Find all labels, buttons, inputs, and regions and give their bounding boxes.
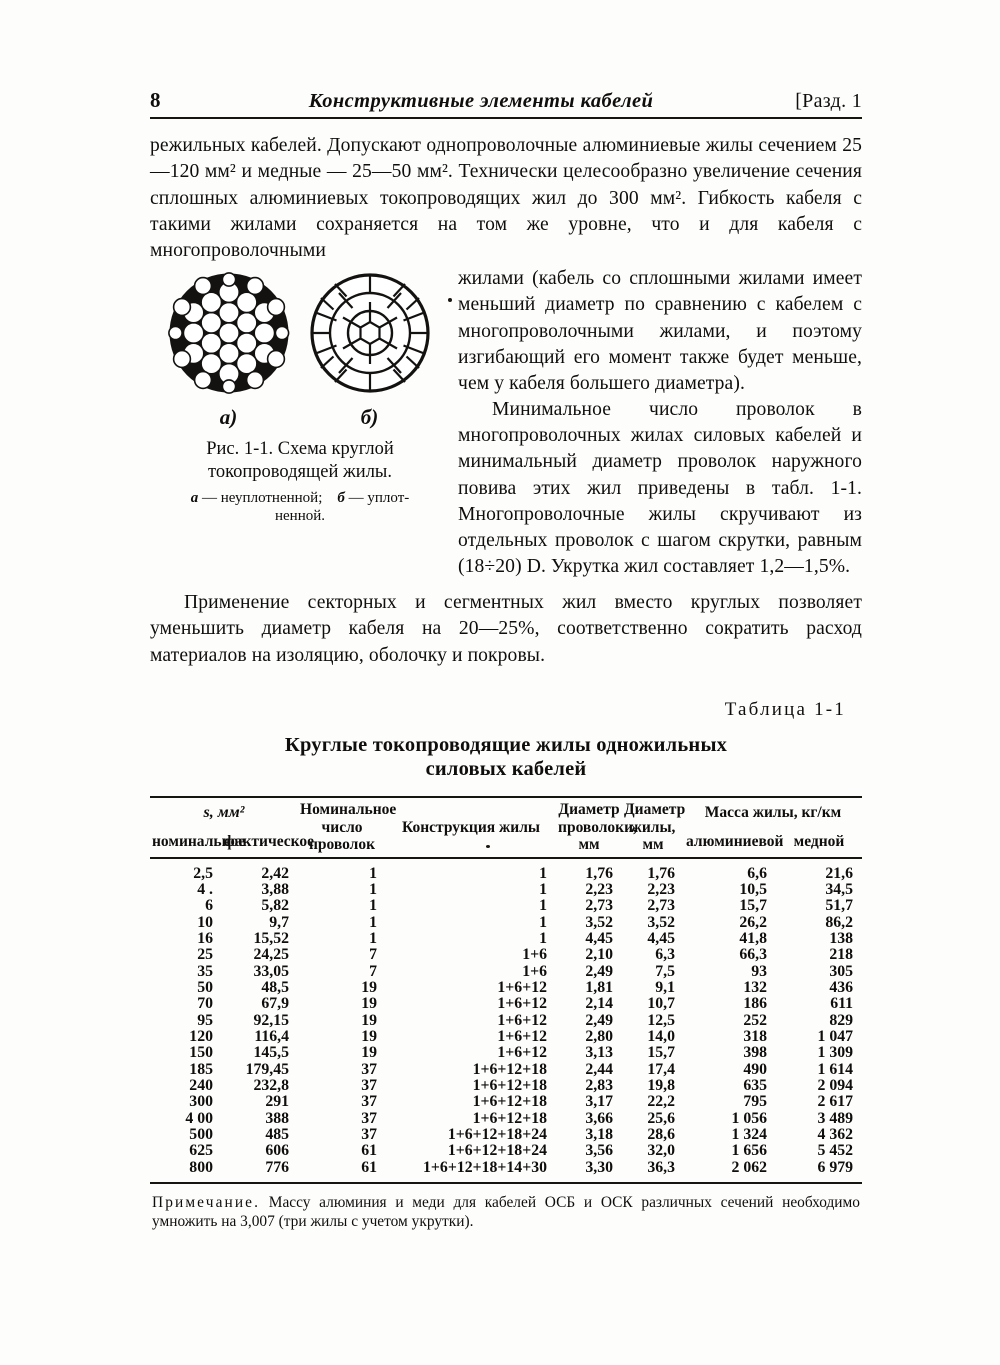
cell-mass-aluminium: 490 <box>743 1060 768 1078</box>
cell-core-diameter: 19,8 <box>647 1077 676 1095</box>
figure-and-wrapped-text <box>150 266 862 580</box>
figure-illustrations <box>150 266 450 430</box>
cell-wire-count: 1 <box>369 897 378 915</box>
cell-section-actual: 232,8 <box>253 1077 290 1095</box>
header-section-nominal: номинальное <box>152 833 246 851</box>
cell-wire-count: 19 <box>361 1044 378 1062</box>
table-row <box>150 1078 862 1094</box>
header-section-area-label: s, мм² <box>203 803 245 821</box>
table-row <box>150 947 862 963</box>
figure-caption-line-2: токопроводящей жилы. <box>208 462 392 483</box>
cell-section-nominal: 4 00 <box>185 1109 213 1127</box>
cell-wire-diameter: 3,52 <box>585 913 614 931</box>
cell-construction: 1+6+12+18 <box>472 1077 548 1095</box>
cell-mass-aluminium: 15,7 <box>739 897 768 915</box>
cell-construction: 1+6+12+18+24 <box>447 1126 548 1144</box>
table-head <box>150 797 862 858</box>
cell-construction: 1+6+12 <box>497 1028 548 1045</box>
table-row <box>150 858 862 882</box>
header-wire-diameter: Диаметр проволоки, мм <box>558 801 637 854</box>
cell-section-actual: 15,52 <box>253 929 290 947</box>
cell-core-diameter: 9,1 <box>655 978 676 996</box>
cell-mass-aluminium: 795 <box>743 1093 768 1111</box>
cell-wire-diameter: 3,30 <box>585 1158 614 1176</box>
cell-section-actual: 291 <box>265 1093 290 1111</box>
table-row <box>150 1143 862 1159</box>
table-row <box>150 1160 862 1182</box>
cell-section-actual: 92,15 <box>253 1011 290 1029</box>
cell-section-nominal: 240 <box>189 1077 213 1095</box>
cell-core-diameter: 36,3 <box>647 1158 676 1176</box>
cell-mass-copper: 21,6 <box>825 864 854 882</box>
table-row <box>150 1111 862 1127</box>
cell-section-actual: 5,82 <box>261 897 290 915</box>
cell-construction: 1+6+12 <box>497 1011 548 1029</box>
paragraph-after-figure <box>150 590 862 669</box>
table-head-row-1 <box>150 797 862 828</box>
cell-wire-diameter: 4,45 <box>585 929 614 947</box>
cell-construction: 1+6+12 <box>497 1044 548 1062</box>
table-note <box>150 1193 862 1232</box>
cell-wire-diameter: 1,76 <box>585 864 614 882</box>
cell-wire-count: 37 <box>361 1060 378 1078</box>
cell-wire-count: 37 <box>361 1077 378 1095</box>
figure-label-a: а) <box>219 405 238 430</box>
cell-core-diameter: 12,5 <box>647 1011 676 1029</box>
cell-mass-copper: 218 <box>829 946 854 964</box>
cell-mass-copper: 1 614 <box>817 1060 854 1078</box>
table-title <box>150 733 862 782</box>
cell-section-nominal: 95 <box>197 1011 213 1029</box>
cell-core-diameter: 2,23 <box>647 880 676 898</box>
figure-caption <box>150 438 450 484</box>
cell-construction: 1+6 <box>522 962 548 980</box>
cell-core-diameter: 7,5 <box>655 962 676 980</box>
cell-mass-aluminium: 252 <box>743 1011 768 1029</box>
cell-section-nominal: 70 <box>197 995 213 1013</box>
cell-mass-aluminium: 66,3 <box>739 946 768 964</box>
table-number-label: Таблица 1-1 <box>724 698 846 720</box>
cell-wire-diameter: 3,66 <box>585 1109 614 1127</box>
scan-speck <box>448 298 452 302</box>
cell-construction: 1+6+12+18 <box>472 1093 548 1111</box>
cell-mass-aluminium: 398 <box>743 1044 768 1062</box>
cell-wire-count: 19 <box>361 978 378 996</box>
cell-mass-aluminium: 26,2 <box>739 913 768 931</box>
table-row <box>150 1127 862 1143</box>
table-row <box>150 964 862 980</box>
cell-section-actual: 33,05 <box>253 962 290 980</box>
cell-wire-count: 1 <box>369 880 378 898</box>
cell-section-nominal: 500 <box>189 1126 213 1144</box>
cell-wire-count: 61 <box>361 1158 378 1176</box>
cell-core-diameter: 17,4 <box>647 1060 676 1078</box>
table-row <box>150 1062 862 1078</box>
cell-mass-copper: 4 362 <box>817 1126 854 1144</box>
cell-wire-diameter: 2,73 <box>585 897 614 915</box>
cell-mass-copper: 1 047 <box>817 1028 854 1045</box>
cell-section-actual: 116,4 <box>254 1028 290 1045</box>
table-row <box>150 931 862 947</box>
header-section-area <box>150 797 298 828</box>
cell-mass-copper: 829 <box>829 1011 854 1029</box>
cell-mass-copper: 611 <box>830 995 854 1013</box>
cell-section-actual: 48,5 <box>261 978 290 996</box>
table-row <box>150 915 862 931</box>
cell-mass-copper: 3 489 <box>817 1109 854 1127</box>
cell-mass-aluminium: 10,5 <box>739 880 768 898</box>
cell-construction: 1 <box>539 929 548 947</box>
cell-core-diameter: 4,45 <box>647 929 676 947</box>
cell-wire-count: 1 <box>369 913 378 931</box>
cell-wire-count: 7 <box>369 962 378 980</box>
cell-wire-diameter: 2,49 <box>585 962 614 980</box>
cell-mass-copper: 6 979 <box>817 1158 854 1176</box>
cell-mass-copper: 2 094 <box>817 1077 854 1095</box>
cell-mass-copper: 86,2 <box>825 913 854 931</box>
cell-mass-aluminium: 132 <box>743 978 768 996</box>
paragraph-opening <box>150 133 862 264</box>
cell-wire-diameter: 2,83 <box>585 1077 614 1095</box>
cell-mass-aluminium: 6,6 <box>747 864 768 882</box>
paragraph-wrapped-2: Минимальное число проволок в многопроволочных жилах силовых кабелей и минимальный диаметр проволок наружного повива этих жил приведены в табл. 1-1. Многопроволочные жилы скручивают из отдельных проволок с шагом скрутки, равным (18÷20) D. Укрутка жил составляет 1,2—1,5%. <box>458 399 862 577</box>
header-rule <box>150 117 862 119</box>
cell-section-actual: 179,45 <box>245 1060 290 1078</box>
cell-wire-diameter: 3,17 <box>585 1093 614 1111</box>
cell-core-diameter: 25,6 <box>647 1109 676 1127</box>
cell-section-actual: 67,9 <box>261 995 290 1013</box>
header-mass-aluminium: алюминиевой <box>686 833 784 851</box>
cell-section-nominal: 625 <box>189 1142 213 1160</box>
cell-core-diameter: 14,0 <box>647 1028 676 1045</box>
cell-construction: 1+6+12+18+24 <box>447 1142 548 1160</box>
header-section-actual: фактическое <box>224 833 314 851</box>
cell-section-actual: 388 <box>265 1109 290 1127</box>
figure-variant-a <box>168 272 290 430</box>
cell-section-nominal: 300 <box>189 1093 213 1111</box>
cell-wire-count: 7 <box>369 946 378 964</box>
cell-section-actual: 9,7 <box>269 913 290 931</box>
table-row <box>150 898 862 914</box>
cell-mass-copper: 2 617 <box>817 1093 854 1111</box>
cell-core-diameter: 10,7 <box>647 995 676 1013</box>
cell-mass-aluminium: 635 <box>743 1077 768 1095</box>
figure-subcaption-letter-b: б <box>337 489 345 506</box>
cell-section-actual: 145,5 <box>253 1044 290 1062</box>
paragraph-wrapped-1: жилами (кабель со сплошными жилами имеет меньший диаметр по сравнению с кабелем с многопроволочными жилами, и поэтому изгибающий его момент также будет меньше, чем у кабеля большего диаметра). <box>458 268 862 394</box>
cell-section-nominal: 4 . <box>197 880 213 898</box>
table-note-text: Массу алюминия и меди для кабелей ОСБ и ОСК различных сечений необходимо умножить на 3,007 (три жилы с учетом укрутки). <box>152 1194 860 1231</box>
section-marker: [Разд. 1 <box>795 90 862 112</box>
running-title: Конструктивные элементы кабелей <box>308 90 654 112</box>
cell-wire-diameter: 3,56 <box>585 1142 614 1160</box>
cell-section-actual: 3,88 <box>261 880 290 898</box>
header-construction: Конструкция жилы <box>402 818 541 836</box>
cell-section-nominal: 35 <box>197 962 213 980</box>
cell-wire-count: 19 <box>361 1011 378 1029</box>
paragraph-opening-text: режильных кабелей. Допускают однопроволочные алюминиевые жилы сечением 25—120 мм² и медные — 25—50 мм². Технически целесообразно увеличение сечения сплошных алюминиевых токопроводящих жил до 300 мм². Гибкость кабеля с такими жилами сохраняется на том же уровне, что и для кабеля с многопроволочными <box>150 135 862 261</box>
cell-mass-aluminium: 2 062 <box>731 1158 768 1176</box>
cell-section-nominal: 10 <box>197 913 213 931</box>
cell-mass-copper: 305 <box>829 962 854 980</box>
cell-wire-diameter: 2,10 <box>585 946 614 964</box>
header-mass-group: Масса жилы, кг/км <box>704 804 842 822</box>
table-row <box>150 1094 862 1110</box>
table-body <box>150 858 862 1183</box>
figure-label-b: б) <box>360 405 379 430</box>
round-stranded-conductor-icon <box>168 272 290 394</box>
cell-core-diameter: 3,52 <box>647 913 676 931</box>
figure-subcaption <box>150 489 450 525</box>
cell-wire-count: 61 <box>361 1142 378 1160</box>
header-wire-count: Номинальное число проволок <box>300 801 397 854</box>
cell-section-nominal: 2,5 <box>193 864 213 882</box>
cell-wire-diameter: 3,13 <box>585 1044 614 1062</box>
table-row <box>150 882 862 898</box>
cell-section-nominal: 185 <box>189 1060 213 1078</box>
cell-construction: 1 <box>539 897 548 915</box>
cell-wire-count: 1 <box>369 864 378 882</box>
figure-subcaption-text-a: — неуплотненной; <box>202 489 323 506</box>
cell-mass-aluminium: 41,8 <box>739 929 768 947</box>
cell-section-nominal: 16 <box>197 929 213 947</box>
cell-core-diameter: 15,7 <box>647 1044 676 1062</box>
cell-section-nominal: 6 <box>205 897 213 915</box>
cell-section-nominal: 50 <box>197 978 213 996</box>
cell-construction: 1+6 <box>522 946 548 964</box>
table-bottom-rule <box>150 1182 862 1184</box>
table-row <box>150 1045 862 1061</box>
cell-mass-aluminium: 318 <box>743 1028 768 1045</box>
header-mass-copper: медной <box>793 833 845 851</box>
cell-wire-count: 37 <box>361 1109 378 1127</box>
table-title-line-1: Круглые токопроводящие жилы одножильных <box>284 733 728 756</box>
cell-mass-aluminium: 186 <box>743 995 768 1013</box>
cell-wire-diameter: 2,49 <box>585 1011 614 1029</box>
table-title-line-2: силовых кабелей <box>425 758 587 781</box>
cell-mass-aluminium: 1 656 <box>731 1142 768 1160</box>
cell-core-diameter: 6,3 <box>655 946 676 964</box>
page-text-block <box>150 88 862 1232</box>
cell-core-diameter: 32,0 <box>647 1142 676 1160</box>
cell-section-actual: 485 <box>265 1126 290 1144</box>
cell-core-diameter: 22,2 <box>647 1093 676 1111</box>
figure-caption-line-1: Рис. 1-1. Схема круглой <box>206 439 394 460</box>
cell-core-diameter: 2,73 <box>647 897 676 915</box>
table-row <box>150 1029 862 1045</box>
cell-mass-copper: 436 <box>829 978 854 996</box>
scan-speck <box>486 845 490 848</box>
cell-construction: 1 <box>539 864 548 882</box>
cell-section-nominal: 150 <box>189 1044 213 1062</box>
table-row <box>150 980 862 996</box>
cell-mass-copper: 5 452 <box>817 1142 854 1160</box>
conductor-table <box>150 796 862 1182</box>
table-row <box>150 996 862 1012</box>
figure-subcaption-letter-a: а <box>190 489 199 506</box>
cell-mass-aluminium: 93 <box>751 962 768 980</box>
cell-mass-copper: 1 309 <box>817 1044 854 1062</box>
cell-mass-copper: 34,5 <box>825 880 854 898</box>
compacted-conductor-icon <box>309 272 431 394</box>
cell-construction: 1+6+12+18 <box>472 1109 548 1127</box>
cell-wire-diameter: 2,80 <box>585 1028 614 1045</box>
cell-mass-aluminium: 1 324 <box>731 1126 768 1144</box>
header-core-diameter: Диаметр жилы, мм <box>624 801 686 854</box>
table-row <box>150 1013 862 1029</box>
cell-mass-copper: 138 <box>829 929 854 947</box>
cell-section-nominal: 25 <box>197 946 213 964</box>
cell-construction: 1+6+12 <box>497 978 548 996</box>
cell-wire-diameter: 3,18 <box>585 1126 614 1144</box>
cell-construction: 1+6+12+18+14+30 <box>423 1158 548 1176</box>
paragraph-sector-cores: Применение секторных и сегментных жил вместо круглых позволяет уменьшить диаметр кабеля на 20—25%, соответственно сократить расход материалов на изоляцию, оболочку и покровы. <box>150 592 862 666</box>
cell-section-nominal: 120 <box>189 1028 213 1045</box>
cell-section-actual: 24,25 <box>253 946 290 964</box>
cell-wire-count: 1 <box>369 929 378 947</box>
cell-wire-diameter: 2,14 <box>585 995 614 1013</box>
cell-wire-count: 37 <box>361 1126 378 1144</box>
figure-subcaption-tail: ненной. <box>274 507 326 524</box>
cell-wire-count: 37 <box>361 1093 378 1111</box>
cell-core-diameter: 28,6 <box>647 1126 676 1144</box>
cell-construction: 1+6+12 <box>497 995 548 1013</box>
cell-mass-aluminium: 1 056 <box>731 1109 768 1127</box>
wrapped-body-text <box>458 266 862 580</box>
page-number: 8 <box>150 88 161 112</box>
figure-1-1 <box>150 266 450 524</box>
cell-section-actual: 606 <box>265 1142 290 1160</box>
cell-construction: 1 <box>539 913 548 931</box>
running-head <box>150 88 862 113</box>
cell-wire-diameter: 1,81 <box>585 978 614 996</box>
cell-wire-diameter: 2,44 <box>585 1060 614 1078</box>
cell-section-nominal: 800 <box>189 1158 213 1176</box>
cell-mass-copper: 51,7 <box>825 897 854 915</box>
cell-section-actual: 776 <box>265 1158 290 1176</box>
table-note-label: Примечание. <box>152 1194 261 1212</box>
cell-section-actual: 2,42 <box>261 864 290 882</box>
cell-core-diameter: 1,76 <box>647 864 676 882</box>
figure-variant-b <box>309 272 431 430</box>
figure-subcaption-text-b: — уплот- <box>348 489 410 506</box>
cell-wire-count: 19 <box>361 995 378 1013</box>
cell-construction: 1 <box>539 880 548 898</box>
cell-construction: 1+6+12+18 <box>472 1060 548 1078</box>
cell-wire-count: 19 <box>361 1028 378 1045</box>
cell-wire-diameter: 2,23 <box>585 880 614 898</box>
